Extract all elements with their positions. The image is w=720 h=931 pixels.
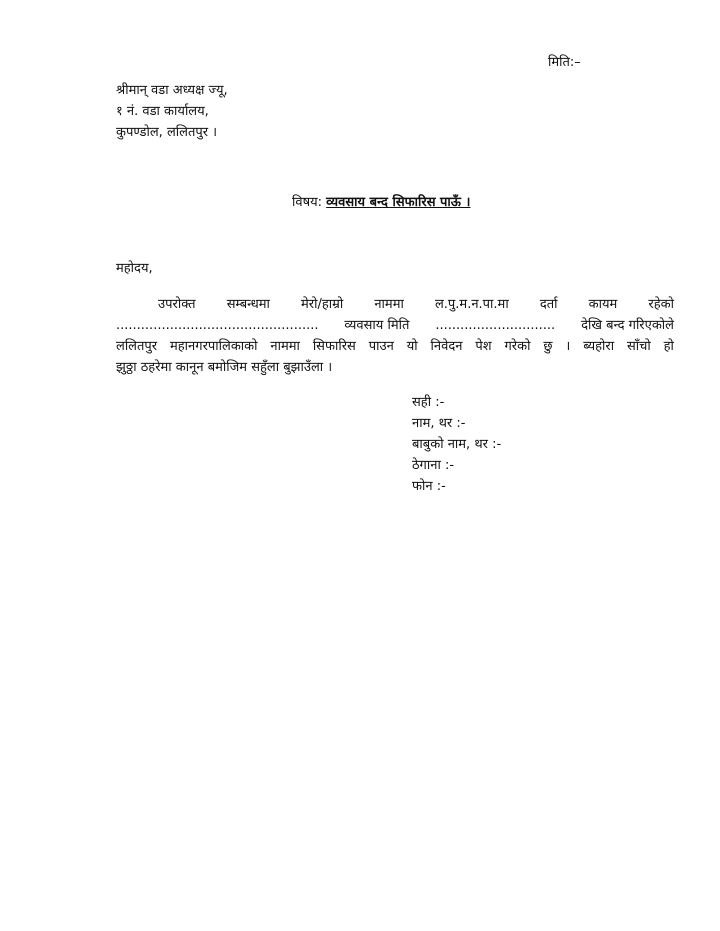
body-word: सिफारिस <box>312 339 356 354</box>
body-word: व्यवसाय मिति <box>344 318 410 333</box>
signature-label: सही :- <box>412 395 445 410</box>
body-word: रहेको <box>648 297 674 312</box>
body-word: यो <box>406 339 418 354</box>
body-word: ब्यहोरा <box>583 339 615 354</box>
body-word: गरेको <box>504 339 531 354</box>
blank-business-name: ................................................. <box>116 318 319 333</box>
body-word: पाउन <box>368 339 394 354</box>
address-label: ठेगाना :- <box>412 458 455 473</box>
subject-line <box>292 192 470 210</box>
body-paragraph <box>116 294 674 378</box>
subject-text: व्यवसाय बन्द सिफारिस पाऊँ । <box>326 195 471 210</box>
recipient-line-2: १ नं. वडा कार्यालय, <box>116 104 209 119</box>
body-word: पेश <box>475 339 492 354</box>
body-line-3 <box>116 336 674 357</box>
recipient-line-1: श्रीमान् वडा अध्यक्ष ज्यू, <box>116 83 228 98</box>
subject-label: विषय: <box>292 195 323 210</box>
recipient-line-3: कुपण्डोल, ललितपुर । <box>116 125 218 140</box>
body-word: । <box>565 339 571 354</box>
body-word: निवेदन <box>430 339 463 354</box>
body-word: नाममा <box>270 339 300 354</box>
body-word: दर्ता <box>539 297 558 312</box>
name-label: नाम, थर :- <box>412 416 466 431</box>
body-word: साँचो <box>626 339 651 354</box>
body-word: कायम <box>588 297 618 312</box>
date-field <box>548 52 581 70</box>
body-line-4: झुठ्ठा ठहरेमा कानून बमोजिम सहुँला बुझाउँला । <box>116 360 333 375</box>
date-label: मिति:– <box>548 55 581 70</box>
body-word: महानगरपालिकाको <box>170 339 258 354</box>
phone-label: फोन :- <box>412 479 446 494</box>
body-word: छु <box>543 339 553 354</box>
body-word: देखि बन्द गरिएकोले <box>581 318 674 333</box>
body-line-1 <box>116 294 674 315</box>
body-word: ललितपुर <box>116 339 158 354</box>
blank-date: ............................. <box>435 318 556 333</box>
body-word: हो <box>663 339 674 354</box>
father-name-label: बाबुको नाम, थर :- <box>412 437 502 452</box>
signature-block <box>412 392 501 497</box>
body-word: ल.पु.म.न.पा.मा <box>434 297 509 312</box>
body-word: मेरो/हाम्रो <box>300 297 344 312</box>
salutation: महोदय, <box>116 261 153 276</box>
body-word: नाममा <box>374 297 404 312</box>
recipient-address <box>116 80 228 143</box>
body-line-2 <box>116 315 674 336</box>
body-word: उपरोक्त <box>158 297 196 312</box>
body-word: सम्बन्धमा <box>226 297 270 312</box>
